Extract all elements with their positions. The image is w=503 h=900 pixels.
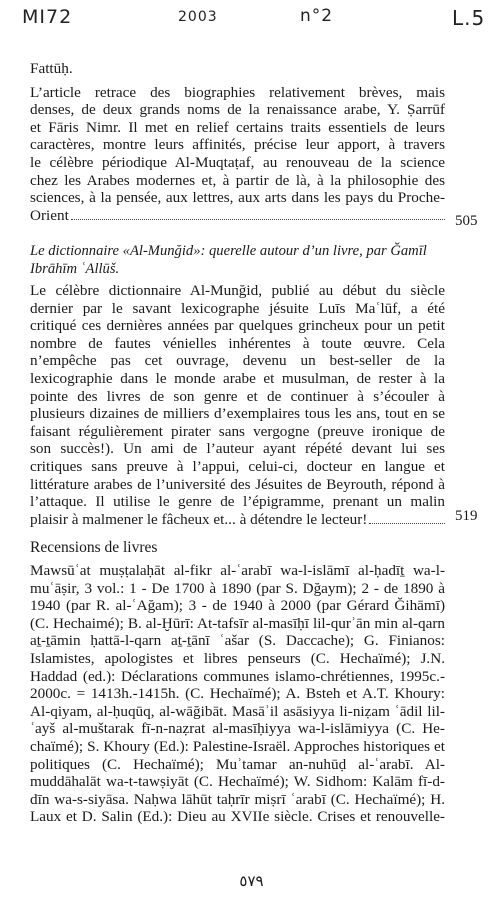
reviews-heading: Recensions de livres [30, 539, 158, 556]
text-line: L’article retrace des biographies relativement brèves, mais [30, 83, 445, 101]
text-line: dernier par le savant lexicographe jésuite Luīs Maʿlūf, a été [30, 299, 445, 317]
text-line: chaïmé); S. Khoury (Ed.): Palestine-Israël. Approches historiques et [30, 737, 445, 755]
text-line: Laux et D. Salin (Ed.): Dieu au XVIIe siècle. Crises et renouvelle- [30, 808, 445, 826]
text-line: Mawsūʿat muṣṭalaḥāt al-fikr al-ʿarabī wa-l-islāmī al-ḥadīṯ wa-l- [30, 562, 445, 579]
text-line: plusieurs dizaines de milliers d’exemplaires tous les ans, tout en se [30, 405, 445, 423]
text-line: critiqué ces dernières années par quelques grincheux pour un petit [30, 317, 445, 335]
text-line: Haddad (ed.): Déclarations communes islamo-chrétiennes, 1995c.- [30, 667, 445, 685]
text-line: plaisir à malmener le fâcheux et... à détendre le lecteur! [30, 511, 445, 529]
handwritten-note-code: L.5 [452, 6, 486, 30]
text-line: Al-qiyam, al-ḥuqūq, al-wāğibāt. Masāʾil asāsiyya li-niẓam ʿādil lil- [30, 702, 445, 720]
prev-section-paragraph [30, 84, 445, 225]
text-line: denses, de deux grands noms de la renaissance arabe, Y. Ṣarrūf [30, 101, 445, 119]
text-line: pointe des livres de son genre et de continuer à s’écouler à [30, 387, 445, 405]
text-line: critiques sans preuve à l’appui, celui-ci, docteur en langue et [30, 457, 445, 475]
text-line: muʿāṣir, 3 vol.: 1 - De 1700 à 1890 (par S. Dğaym); 2 - de 1890 à [30, 579, 445, 597]
handwritten-note-ref: MI72 [22, 6, 73, 28]
leader-dots [369, 513, 445, 524]
handwritten-note-issue: n°2 [300, 6, 334, 26]
text-line: chez les Arabes modernes et, à partir de là, à la philosophie des [30, 171, 445, 189]
text-line: nombre de fautes vénielles inhérentes à toute œuvre. Cela [30, 334, 445, 352]
text-line: Orient [30, 207, 445, 225]
text-line: politiques (C. Hechaïmé); Muʾtamar an-nuhūḍ al-ʿarabī. Al- [30, 755, 445, 773]
author-tail: Fattūḥ. [30, 60, 73, 77]
entry-page-number: 519 [455, 508, 478, 524]
text-line: faisant régulièrement pirater sans vergogne (preuve ironique de [30, 422, 445, 440]
text-line: Islamistes, apologistes et libres penseurs (C. Hechaïmé); J.N. [30, 649, 445, 667]
prev-page-number: 505 [455, 213, 478, 229]
handwritten-note-year: 2003 [178, 9, 218, 25]
leader-dots [71, 209, 445, 220]
text-line: sciences, à la pensée, aux lettres, aux arts dans les pays du Proche- [30, 189, 445, 207]
text-line: (C. Hechaimé); B. al-Ḫūrī: At-tafsīr al-masīḥī lil-qurʾān min al-qarn [30, 614, 445, 632]
text-line: lexicographie dans le monde arabe et musulman, de rester à la [30, 369, 445, 387]
prev-section [30, 60, 445, 224]
text-line: dīn wa-s-siyāsa. Naḥwa lāhūt taḥrīr miṣrī ʿarabī (C. Hechaïmé); H. [30, 790, 445, 808]
title-line: Ibrāhīm ʿAllūš. [30, 260, 120, 277]
text-line: littérature arabes de l’université des Jésuites de Beyrouth, répond à [30, 475, 445, 493]
text-line: 1940 (par R. al-ʿAğam); 3 - de 1940 à 2000 (par Gérard Ğihāmī) [30, 597, 445, 615]
entry-paragraph-text [30, 282, 445, 528]
text-line: le célèbre périodique Al-Muqtaṭaf, au renouveau de la science [30, 153, 445, 171]
text-line: muddāhalāt wa-t-tawṣiyāt (C. Hechaïmé); W. Sidhom: Kalām fī-d- [30, 773, 445, 791]
page-footer-number: ٥٧٩ [239, 874, 264, 890]
entry-paragraph [30, 282, 445, 528]
text-line: n’empêche pas cet ouvrage, devenu un best-seller de la [30, 352, 445, 370]
text-line: 2000c. = 1413h.-1415h. (C. Hechaïmé); A. Bsteh et A.T. Khoury: [30, 685, 445, 703]
text-line: ʿayš al-muštarak fī-n-naẓrat al-masīḥiyya wa-l-islāmiyya (C. He- [30, 720, 445, 738]
entry-title [30, 243, 450, 278]
text-line: caractères, montre leurs affinités, précise leur apport, à travers [30, 136, 445, 154]
text-line: Le célèbre dictionnaire Al-Munğid, publié au début du siècle [30, 282, 445, 299]
title-line: Le dictionnaire «Al-Munğid»: querelle autour d’un livre, par Ğamīl [30, 243, 427, 259]
text-line: l’attaque. Il utilise le genre de l’épigramme, prenant un malin [30, 493, 445, 511]
text-line: et Fāris Nimr. Il met en relief certains traits essentiels de leurs [30, 118, 445, 136]
text-line: aṯ-ṯāmin ḥattā-l-qarn aṯ-ṯānī ʿašar (S. Daccache); G. Finianos: [30, 632, 445, 650]
reviews-body [30, 562, 445, 826]
text-line: son succès!). Un ami de l’auteur ayant répété devant lui ses [30, 440, 445, 458]
